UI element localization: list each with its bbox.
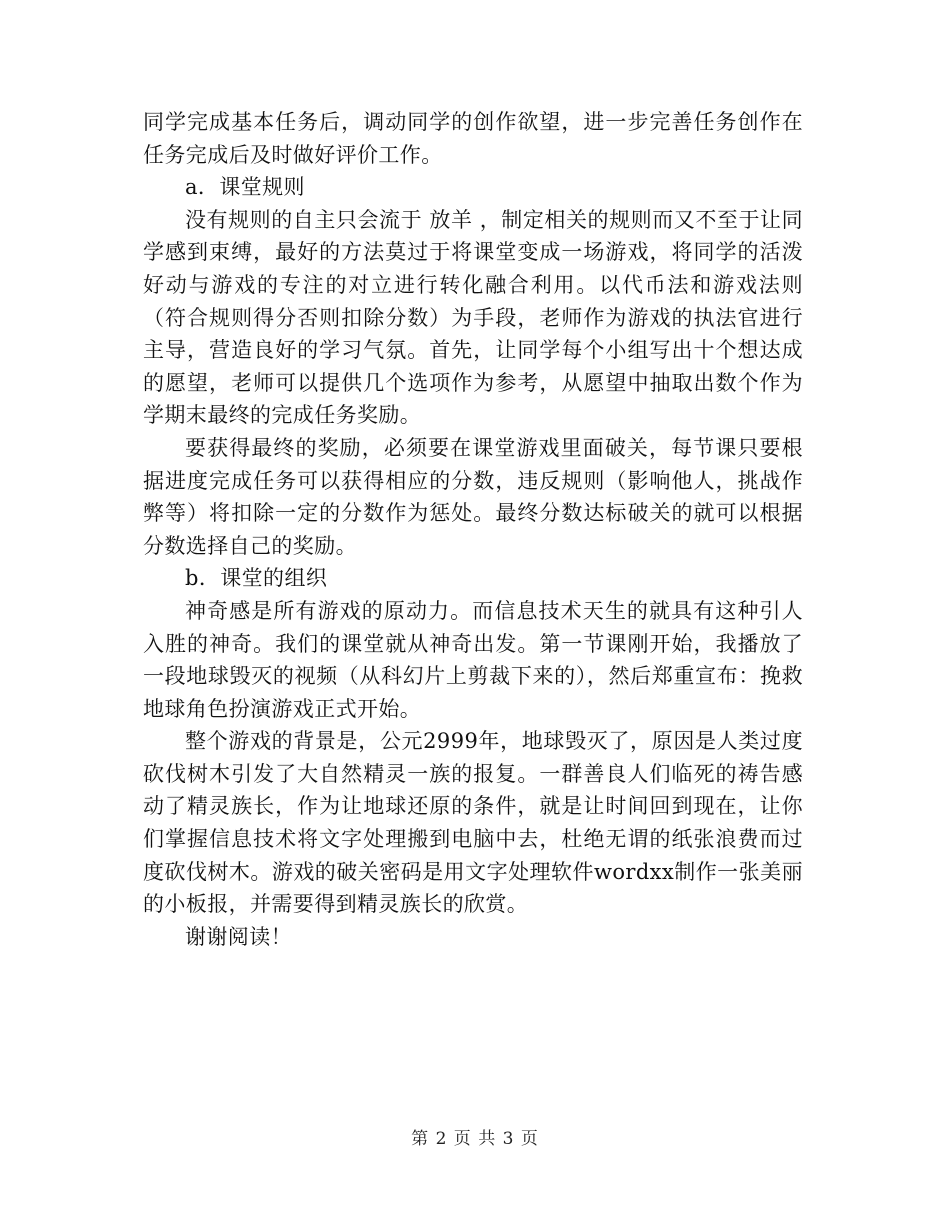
paragraph-rewards: 要获得最终的奖励，必须要在课堂游戏里面破关，每节课只要根据进度完成任务可以获得相应的分数，违反规则（影响他人，挑战作弊等）将扣除一定的分数作为惩处。最终分数达标破关的就可以根据分数选择自己的奖励。 [143,435,803,558]
section-heading-classroom-rules: a．课堂规则 [185,175,305,200]
paragraph-game-background: 整个游戏的背景是，公元2999年，地球毁灭了，原因是人类过度砍伐树木引发了大自然精灵一族的报复。一群善良人们临死的祷告感动了精灵族长，作为让地球还原的条件，就是让时间回到现在，让你们掌握信息技术将文字处理搬到电脑中去，杜绝无谓的纸张浪费而过度砍伐树木。游戏的破关密码是用文字处理软件wordxx制作一张美丽的小板报，并需要得到精灵族长的欣赏。 [143,729,803,917]
document-body [143,106,803,953]
section-heading-classroom-organization: b．课堂的组织 [185,566,328,591]
paragraph-thanks: 谢谢阅读！ [185,924,292,949]
page-number-footer: 第 2 页 共 3 页 [411,1129,539,1149]
paragraph-continuation: 同学完成基本任务后，调动同学的创作欲望，进一步完善任务创作在任务完成后及时做好评价工作。 [143,110,803,167]
paragraph-magic: 神奇感是所有游戏的原动力。而信息技术天生的就具有这种引人入胜的神奇。我们的课堂就从神奇出发。第一节课刚开始，我播放了一段地球毁灭的视频（从科幻片上剪裁下来的），然后郑重宣布：挽救地球角色扮演游戏正式开始。 [143,598,803,721]
paragraph-rules-intro: 没有规则的自主只会流于 放羊 ，制定相关的规则而又不至于让同学感到束缚，最好的方法莫过于将课堂变成一场游戏，将同学的活泼好动与游戏的专注的对立进行转化融合利用。以代币法和游戏法则（符合规则得分否则扣除分数）为手段，老师作为游戏的执法官进行主导，营造良好的学习气氛。首先，让同学每个小组写出十个想达成的愿望，老师可以提供几个选项作为参考，从愿望中抽取出数个作为学期末最终的完成任务奖励。 [143,207,803,428]
